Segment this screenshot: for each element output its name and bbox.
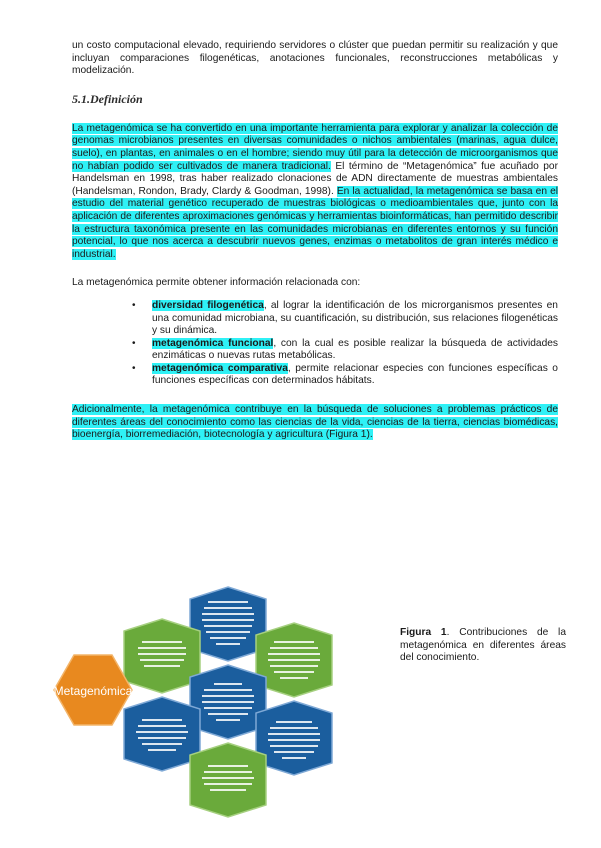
bullet-text: , con la cual es posible realizar la búsqueda de actividades enzimáticas o nuevas rutas metabólicas. xyxy=(152,337,558,362)
bullet-text: , permite relacionar especies con funciones específicas o funciones específicas con determinados hábitats. xyxy=(152,362,558,387)
plain-span: El término de “Metagenómica” fue acuñado por Handelsman en 1998, tras haber realizado clonaciones de ADN directamente de muestras ambientales (Handelsman, Rondon, Brady, Clardy & Goodman, 1998). xyxy=(72,160,558,197)
bullet-text: , al lograr la identificación de los microrganismos presentes en una comunidad microbiana, su cuantificación, su distribución, sus relaciones filogenéticas y su dinámica. xyxy=(152,299,558,337)
list-item xyxy=(152,338,558,363)
intro-paragraph: un costo computacional elevado, requiriendo servidores o clúster que puedan permitir su realización y que incluyan comparaciones filogenéticas, anotaciones funcionales, reconstrucciones metabólicas y modelización. xyxy=(72,40,558,77)
contributions-figure xyxy=(36,585,384,847)
highlight-span: En la actualidad, la metagenómica se basa en el estudio del material genético recuperado de muestras biológicas o medioambientales que, junto con la aplicación de diferentes aproximaciones genómicas y herramientas bioinformáticas, han permitido describir la estructura taxonómica presente en las comunidades microbianas en diferentes entornos y su función potencial, lo que nos acerca a descubrir nuevos genes, enzimas o metabolitos de gran interés médico e industrial. xyxy=(72,185,559,260)
list-item xyxy=(152,363,558,388)
highlight-span: Adicionalmente, la metagenómica contribuye en la búsqueda de soluciones a problemas prácticos de diferentes áreas del conocimiento como las ciencias de la vida, ciencias de la tierra, ciencias biomédicas, bioenergía, biorremediación, biotecnología y agricultura (Figura 1). xyxy=(72,404,558,441)
bullet-term: metagenómica comparativa xyxy=(152,362,288,374)
list-item xyxy=(152,300,558,338)
caption-label: Figura 1 xyxy=(400,627,447,638)
figure-caption xyxy=(400,627,566,665)
section-heading: 5.1.Definición xyxy=(72,91,143,106)
caption-text: . Contribuciones de la metagenómica en diferentes áreas del conocimiento. xyxy=(400,627,566,664)
hexagon-green-bottom xyxy=(190,743,266,817)
bullet-term: metagenómica funcional xyxy=(152,337,274,349)
hexagon-blue-top xyxy=(190,587,266,661)
center-label: Metagenómica xyxy=(53,684,133,698)
definition-paragraph xyxy=(72,123,558,262)
bullet-list xyxy=(72,300,558,388)
hexagon-blue-left-bottom xyxy=(124,697,200,771)
highlight-span: La metagenómica se ha convertido en una importante herramienta para explorar y analizar la colección de genomas microbianos presentes en diversas comunidades o nichos ambientales (marinas, agua dulce, suelo), en plantas, en animales o en el hombre; siendo muy útil para la detección de microorganismos que no habían podido ser cultivados de manera tradicional. xyxy=(72,122,558,172)
hexagon-blue-right-bottom xyxy=(256,701,332,775)
additional-paragraph xyxy=(72,404,558,442)
hexagon-green-left-top xyxy=(124,619,200,693)
info-intro-paragraph: La metagenómica permite obtener información relacionada con: xyxy=(72,277,361,289)
document-body xyxy=(72,40,558,442)
bullet-term: diversidad filogenética xyxy=(152,299,264,311)
